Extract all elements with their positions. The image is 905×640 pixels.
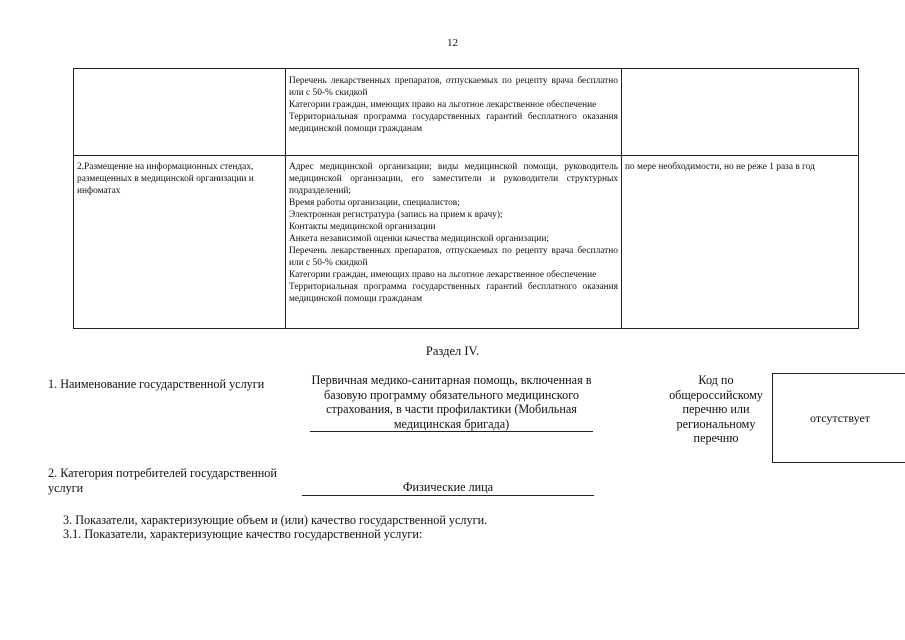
table-cell-item: Территориальная программа государственных гарантий бесплатного оказания медицинской помощи гражданам	[289, 282, 618, 304]
table-cell-item: Контакты медицинской организации	[289, 222, 436, 232]
page-number: 12	[447, 37, 458, 49]
row1-content-cell	[289, 75, 618, 135]
info-table	[73, 68, 859, 329]
column-divider	[285, 69, 286, 328]
row2-content-cell	[289, 161, 618, 305]
table-cell-item: Категории граждан, имеющих право на льготное лекарственное обеспечение	[289, 270, 597, 280]
row2-frequency-cell: по мере необходимости, но не реже 1 раза в год	[625, 162, 815, 172]
code-label: Код по общероссийскому перечню или региональному перечню	[669, 373, 763, 445]
table-cell-item: Адрес медицинской организации; виды медицинской помощи, руководитель медицинской организации, его заместители и руководители структурных подразделений;	[289, 162, 618, 196]
consumer-value: Физические лица	[302, 480, 594, 496]
row2-channel-cell: 2.Размещение на информационных стендах, размещенных в медицинской организации и инфоматах	[77, 162, 254, 196]
column-divider	[621, 69, 622, 328]
service-name-value: Первичная медико-санитарная помощь, включенная в базовую программу обязательного медицинского страхования, в части профилактики (Мобильная медицинская бригада)	[311, 373, 592, 431]
service-name-label: 1. Наименование государственной услуги	[48, 377, 265, 391]
table-cell-item: Перечень лекарственных препаратов, отпускаемых по рецепту врача бесплатно или с 50-% скидкой	[289, 76, 618, 98]
table-cell-item: Электронная регистратура (запись на прием к врачу);	[289, 210, 503, 220]
table-cell-item: Время работы организации, специалистов;	[289, 198, 460, 208]
code-box: отсутствует	[772, 373, 905, 463]
consumer-label: 2. Категория потребителей государственной услуги	[48, 466, 277, 495]
table-cell-item: Категории граждан, имеющих право на льготное лекарственное обеспечение	[289, 100, 597, 110]
table-cell-item: Территориальная программа государственных гарантий бесплатного оказания медицинской помощи гражданам	[289, 112, 618, 134]
row-divider	[74, 155, 858, 156]
quality-indicators-heading: 3.1. Показатели, характеризующие качество государственной услуги:	[63, 527, 423, 541]
table-cell-item: Перечень лекарственных препаратов, отпускаемых по рецепту врача бесплатно или с 50-% скидкой	[289, 246, 618, 268]
section-title: Раздел IV.	[425, 344, 480, 358]
table-cell-item: Анкета независимой оценки качества медицинской организации;	[289, 234, 549, 244]
indicators-heading: 3. Показатели, характеризующие объем и (или) качество государственной услуги.	[63, 513, 488, 527]
